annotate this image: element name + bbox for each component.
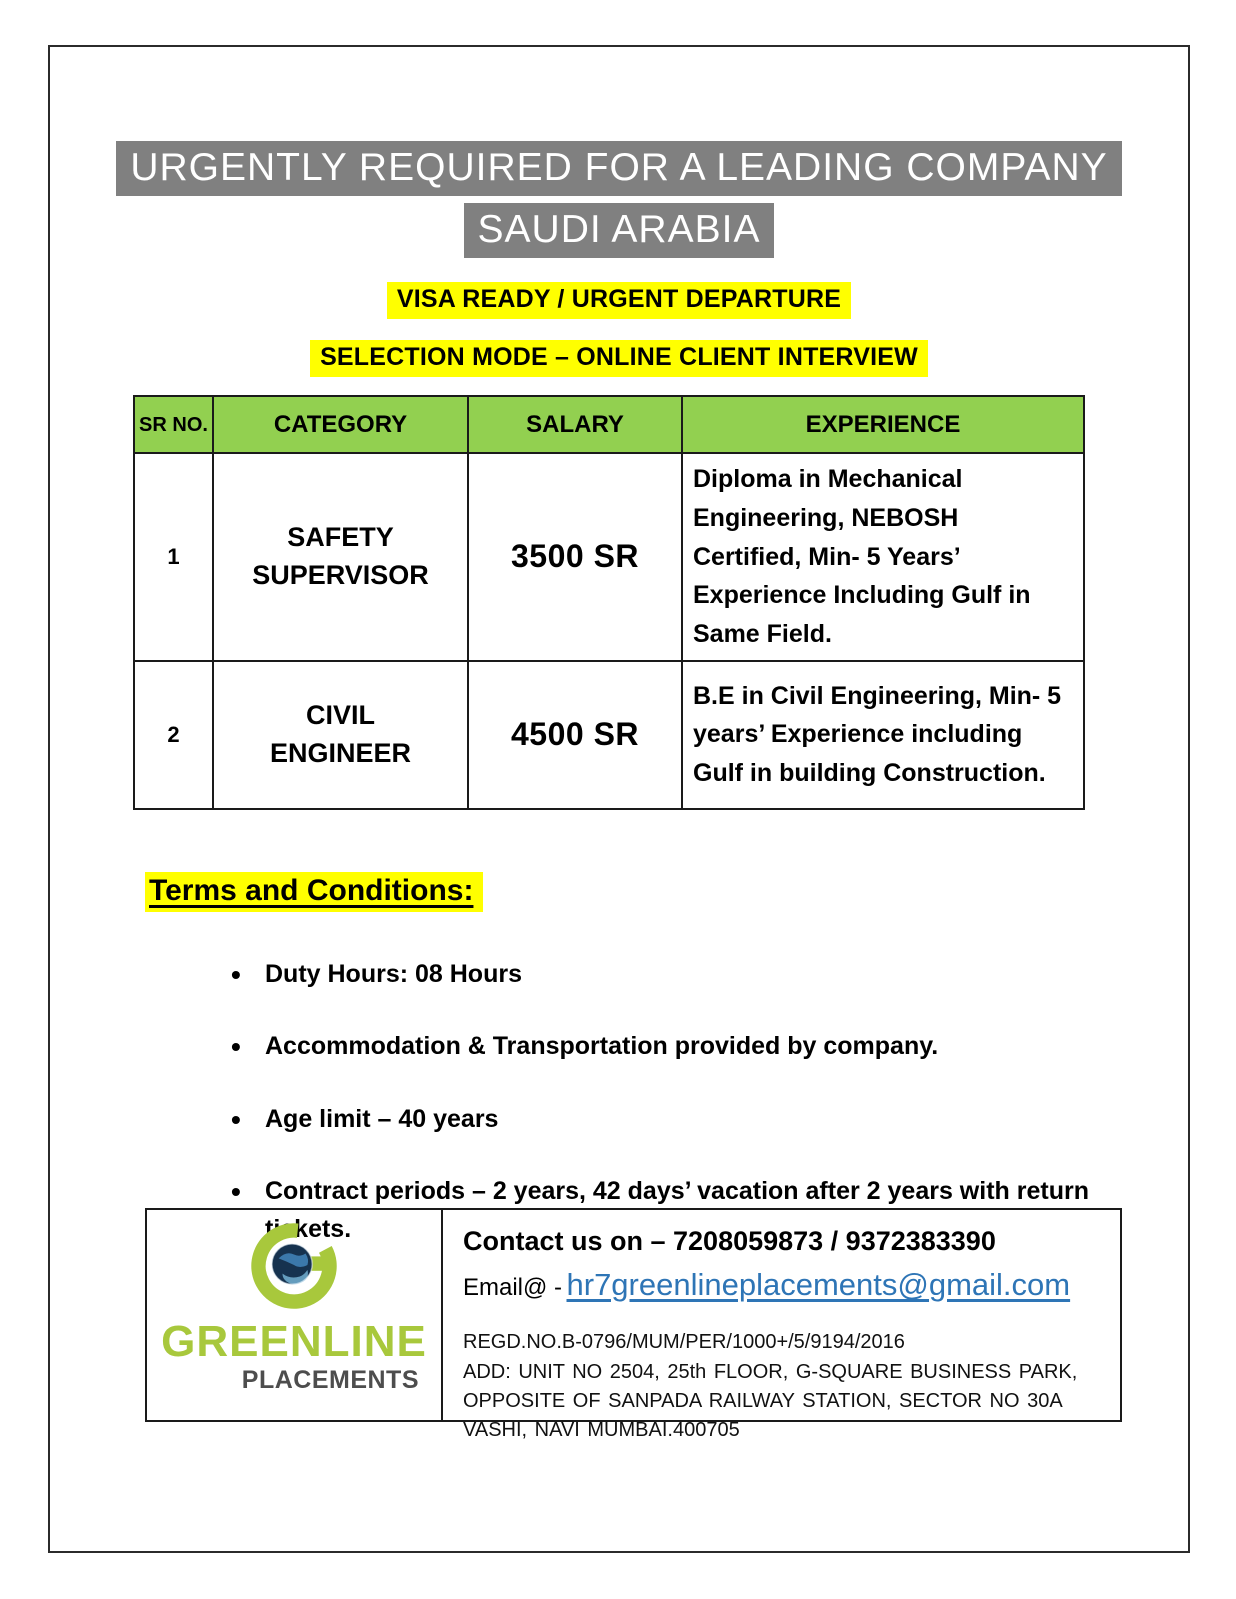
greenline-globe-icon: [246, 1218, 342, 1314]
list-item: • Contract periods – 2 years, 42 days’ vacation after 2 years with return tickets.: [265, 1173, 1095, 1248]
sr-no-cell: 1: [134, 453, 213, 661]
selection-mode-banner: SELECTION MODE – ONLINE CLIENT INTERVIEW: [310, 340, 928, 377]
category-cell: SAFETY SUPERVISOR: [213, 453, 468, 661]
column-header-experience: EXPERIENCE: [682, 396, 1084, 453]
jobs-table: [133, 395, 1085, 810]
list-item: • Duty Hours: 08 Hours: [265, 956, 1095, 994]
contact-box: [145, 1208, 1122, 1441]
logo-subtitle: PLACEMENTS: [241, 1366, 419, 1394]
column-header-category: CATEGORY: [213, 396, 468, 453]
terms-heading-row: [145, 872, 1188, 912]
sr-no-cell: 2: [134, 661, 213, 809]
banner-row-1: [50, 282, 1188, 319]
table-row: [134, 661, 1084, 809]
list-item: • Age limit – 40 years: [265, 1101, 1095, 1139]
visa-ready-banner: VISA READY / URGENT DEPARTURE: [387, 282, 851, 319]
banner-row-2: [50, 340, 1188, 377]
list-item: • Accommodation & Transportation provided by company.: [265, 1028, 1095, 1066]
category-cell: CIVIL ENGINEER: [213, 661, 468, 809]
title-row-1: [50, 141, 1188, 196]
email-label: Email@ -: [463, 1274, 563, 1301]
registration-number: REGD.NO.B-0796/MUM/PER/1000+/5/9194/2016: [463, 1331, 905, 1353]
office-address: ADD: UNIT NO 2504, 25th FLOOR, G-SQUARE BUSINESS PARK, OPPOSITE OF SANPADA RAILWAY STATION, SECTOR NO 30A VASHI, NAVI MUMBAI.400705: [463, 1361, 1078, 1441]
contact-details: [443, 1210, 1120, 1441]
email-row: [463, 1267, 1106, 1303]
company-logo: [147, 1210, 443, 1420]
contact-phone-numbers: Contact us on – 7208059873 / 9372383390: [463, 1226, 996, 1256]
table-row: [134, 453, 1084, 661]
page-title-line2: SAUDI ARABIA: [464, 203, 775, 258]
page-title-line1: URGENTLY REQUIRED FOR A LEADING COMPANY: [116, 141, 1121, 196]
email-link[interactable]: hr7greenlineplacements@gmail.com: [566, 1267, 1071, 1302]
salary-cell: 3500 SR: [468, 453, 682, 661]
page-border-frame: [48, 45, 1190, 1553]
column-header-salary: SALARY: [468, 396, 682, 453]
column-header-sr-no: SR NO.: [134, 396, 213, 453]
logo-wordmark: GREENLINE: [161, 1317, 427, 1366]
terms-list: [265, 956, 1188, 1249]
experience-cell: B.E in Civil Engineering, Min- 5 years’ Experience including Gulf in building Construction.: [682, 661, 1084, 809]
title-row-2: [50, 203, 1188, 258]
salary-cell: 4500 SR: [468, 661, 682, 809]
jobs-table-header-row: [134, 396, 1084, 453]
terms-heading: Terms and Conditions:: [145, 872, 483, 912]
experience-cell: Diploma in Mechanical Engineering, NEBOSH Certified, Min- 5 Years’ Experience Including Gulf in Same Field.: [682, 453, 1084, 661]
